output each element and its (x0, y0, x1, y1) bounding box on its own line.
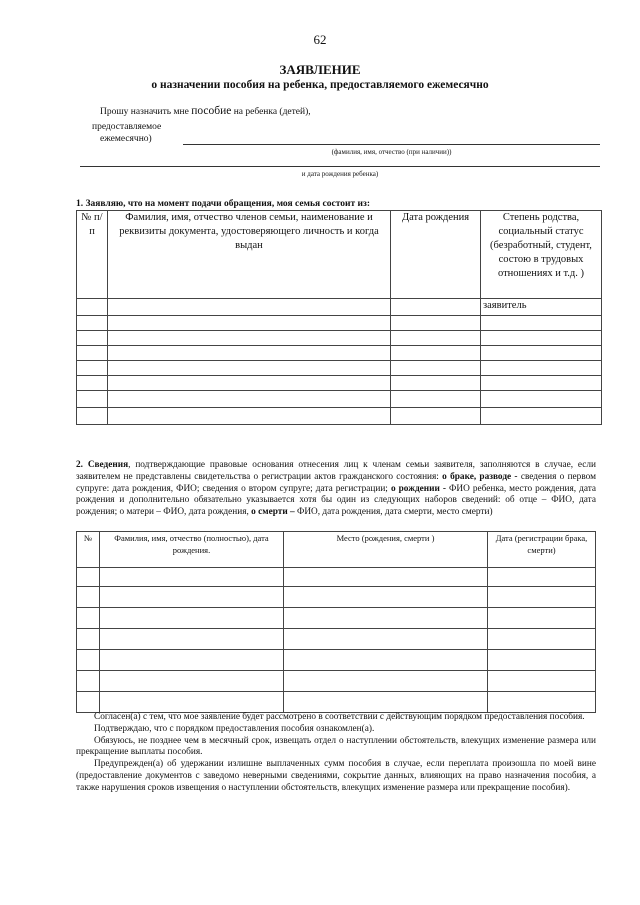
col-full-name: Фамилия, имя, отчество (полностью), дата рождения. (100, 532, 284, 568)
table-cell[interactable] (100, 671, 284, 692)
table-cell[interactable] (77, 692, 100, 713)
family-table-header (77, 211, 602, 299)
table-cell[interactable]: заявитель (481, 299, 602, 316)
table-cell[interactable] (284, 650, 488, 671)
statement-obligation: Обязуюсь, не позднее чем в месячный срок, извещать отдел о наступлении обстоятельств, влекущих изменение размера или прекращение выплаты пособия. (76, 735, 596, 758)
table-cell[interactable] (108, 391, 391, 408)
table-cell[interactable] (481, 408, 602, 425)
family-table (76, 210, 602, 425)
table-cell[interactable] (100, 587, 284, 608)
table-cell[interactable] (488, 608, 596, 629)
table-cell[interactable] (77, 346, 108, 361)
table-row (77, 299, 602, 316)
table-cell[interactable] (481, 361, 602, 376)
section2-heading: 2. Сведения (76, 460, 129, 470)
table-cell[interactable] (481, 391, 602, 408)
document-title: ЗАЯВЛЕНИЕ (279, 62, 361, 77)
table-cell[interactable] (77, 299, 108, 316)
table-cell[interactable] (100, 629, 284, 650)
section1-heading: 1. Заявляю, что на момент подачи обращения, моя семья состоит из: (76, 199, 370, 209)
table-cell[interactable] (108, 316, 391, 331)
table-cell[interactable] (284, 587, 488, 608)
table-row (77, 391, 602, 408)
table-cell[interactable] (108, 346, 391, 361)
col-member-name: Фамилия, имя, отчество членов семьи, наименование и реквизиты документа, удостоверяющего личность и когда выдан (108, 211, 391, 299)
col-registration-date: Дата (регистрации брака, смерти) (488, 532, 596, 568)
table-cell[interactable] (284, 671, 488, 692)
col-relation-status: Степень родства, социальный статус (безработный, студент, состою в трудовых отношениях и т.д. ) (481, 211, 602, 299)
child-dob-line[interactable] (80, 166, 600, 167)
table-row (77, 587, 596, 608)
table-cell[interactable] (77, 671, 100, 692)
request-text (100, 106, 311, 118)
table-cell[interactable] (77, 331, 108, 346)
records-table (76, 531, 596, 713)
section2-text-d: ФИО, дата рождения, дата смерти, место смерти) (297, 507, 493, 518)
table-cell[interactable] (108, 376, 391, 391)
statements-block (76, 712, 596, 795)
death-label: о смерти – (251, 507, 295, 518)
table-cell[interactable] (77, 376, 108, 391)
table-cell[interactable] (100, 692, 284, 713)
col-birth-date: Дата рождения (391, 211, 481, 299)
child-dob-hint: и дата рождения ребенка) (301, 170, 379, 178)
document-subtitle: о назначении пособия на ребенка, предоставляемого ежемесячно (151, 79, 489, 91)
col-place: Место (рождения, смерти ) (284, 532, 488, 568)
table-cell[interactable] (77, 316, 108, 331)
table-cell[interactable] (284, 692, 488, 713)
table-cell[interactable] (100, 568, 284, 587)
table-cell[interactable] (481, 346, 602, 361)
statement-warning: Предупрежден(а) об удержании излишне выплаченных сумм пособия в случае, если переплата произошла по моей вине (предоставление документов с заведомо неверными сведениями, сокрытие данных, влияющих на право назначения пособия, а также нарушения сроков извещения о наступлении обстоятельств, влекущих изменение размера или прекращение пособия). (76, 759, 596, 793)
table-cell[interactable] (488, 568, 596, 587)
table-cell[interactable] (391, 408, 481, 425)
table-cell[interactable] (481, 316, 602, 331)
table-row (77, 629, 596, 650)
table-cell[interactable] (488, 650, 596, 671)
table-cell[interactable] (391, 376, 481, 391)
table-row (77, 316, 602, 331)
table-cell[interactable] (284, 629, 488, 650)
page-number: 62 (313, 32, 327, 47)
table-cell[interactable] (488, 587, 596, 608)
table-row (77, 346, 602, 361)
request-line2: предоставляемое (92, 122, 162, 132)
table-cell[interactable] (488, 692, 596, 713)
table-row (77, 408, 602, 425)
section2-text-c: ФИО ребенка, место рождения, дата рождения и дополнительно обязательно указывается хотя бы один из следующих наборов сведений: об отце – ФИО, дата рождения; о матери – ФИО, дата рождения, (76, 483, 597, 518)
table-cell[interactable] (391, 331, 481, 346)
table-row (77, 608, 596, 629)
table-cell[interactable] (77, 587, 100, 608)
request-part3: на ребенка (детей), (233, 107, 311, 117)
table-row (77, 568, 596, 587)
table-cell[interactable] (481, 376, 602, 391)
table-cell[interactable] (391, 346, 481, 361)
table-cell[interactable] (108, 299, 391, 316)
table-row (77, 331, 602, 346)
table-cell[interactable] (100, 650, 284, 671)
table-cell[interactable] (77, 391, 108, 408)
table-cell[interactable] (77, 408, 108, 425)
records-table-header (77, 532, 596, 568)
request-part1: Прошу назначить мне (100, 107, 189, 117)
section2-text-b: сведения о первом супруге: дата рождения, ФИО; сведения о втором супруге; дата регистрации; (76, 471, 596, 494)
table-cell[interactable] (77, 629, 100, 650)
statement-consent: Согласен(а) с тем, что мое заявление будет рассмотрено в соответствии с действующим порядком предоставления пособия. (94, 712, 585, 722)
table-cell[interactable] (391, 361, 481, 376)
table-cell[interactable] (488, 671, 596, 692)
child-name-hint: (фамилия, имя, отчество (при наличии)) (331, 148, 452, 156)
request-part2: пособие (191, 105, 232, 117)
col-number: № п/п (77, 211, 108, 299)
table-cell[interactable] (77, 650, 100, 671)
table-cell[interactable] (100, 608, 284, 629)
table-cell[interactable] (108, 331, 391, 346)
table-row (77, 671, 596, 692)
table-cell[interactable] (488, 629, 596, 650)
table-cell[interactable] (108, 361, 391, 376)
section2-intro (76, 460, 596, 519)
col-number: № (77, 532, 100, 568)
table-row (77, 650, 596, 671)
table-cell[interactable] (481, 331, 602, 346)
table-cell[interactable] (77, 568, 100, 587)
table-row (77, 361, 602, 376)
table-cell[interactable] (391, 316, 481, 331)
request-line3: ежемесячно) (100, 134, 152, 144)
child-name-line[interactable] (183, 144, 600, 145)
table-cell[interactable] (284, 568, 488, 587)
table-cell[interactable] (77, 608, 100, 629)
section2-text-a: , подтверждающие правовые основания отнесения лиц к членам семьи заявителя, заполняются в случае, если заявителем не представлены свидетельства о регистрации актов гражданского состояния: (76, 460, 597, 482)
marriage-label: о браке, разводе - (442, 471, 518, 482)
table-cell[interactable] (391, 299, 481, 316)
birth-label: о рождении - (390, 483, 446, 494)
table-cell[interactable] (391, 391, 481, 408)
table-row (77, 376, 602, 391)
table-cell[interactable] (108, 408, 391, 425)
statement-acknowledged: Подтверждаю, что с порядком предоставления пособия ознакомлен(а). (94, 723, 375, 734)
table-cell[interactable] (77, 361, 108, 376)
table-row (77, 692, 596, 713)
table-cell[interactable] (284, 608, 488, 629)
